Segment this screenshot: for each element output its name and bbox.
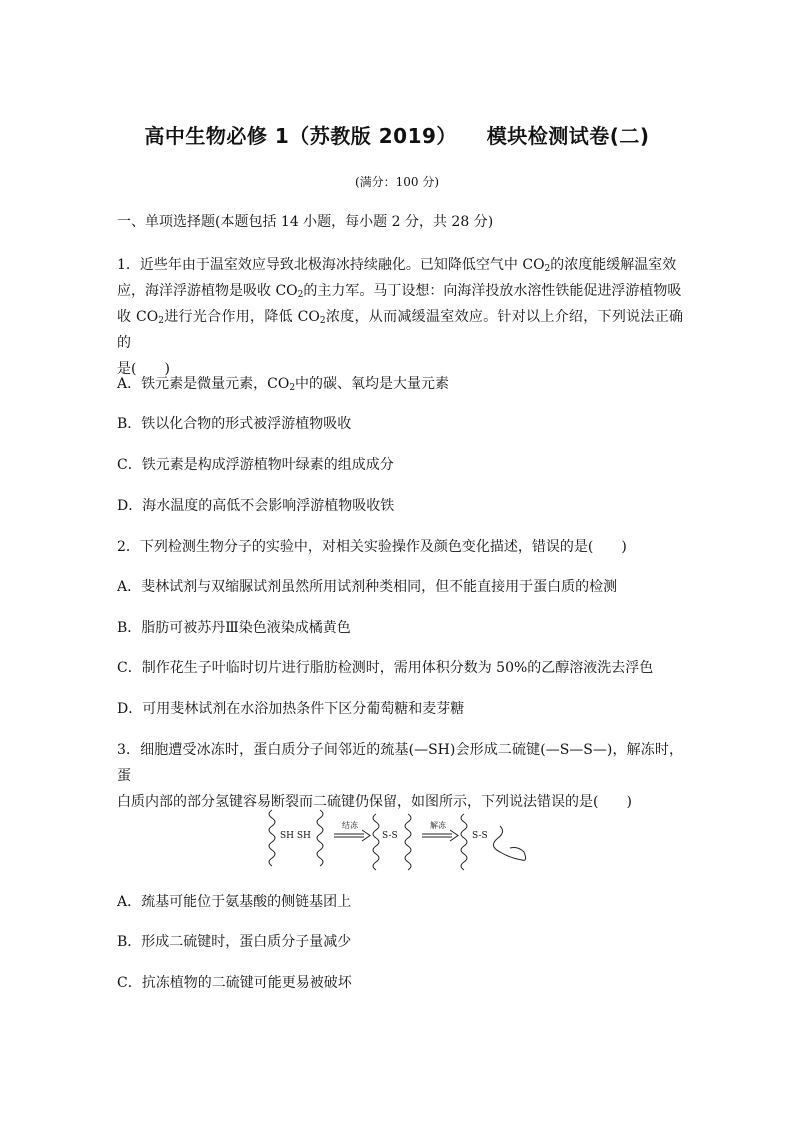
protein-strand-icon — [461, 814, 467, 870]
disulfide-diagram — [258, 806, 538, 876]
question-1-option-d: D．海水温度的高低不会影响浮游植物吸收铁 — [117, 498, 395, 514]
ss-label-2: S-S — [472, 831, 488, 841]
question-2-option-b: B．脂肪可被苏丹Ⅲ染色液染成橘黄色 — [117, 620, 351, 636]
protein-loop-icon — [493, 826, 525, 860]
question-3-option-b: B．形成二硫键时，蛋白质分子量减少 — [117, 934, 352, 950]
question-1-option-c: C．铁元素是构成浮游植物叶绿素的组成成分 — [117, 457, 394, 473]
question-2-option-c: C．制作花生子叶临时切片进行脂肪检测时，需用体积分数为 50%的乙醇溶液洗去浮色 — [117, 660, 654, 676]
question-1-option-b: B．铁以化合物的形式被浮游植物吸收 — [117, 416, 352, 432]
question-2-option-d: D．可用斐林试剂在水浴加热条件下区分葡萄糖和麦芽糖 — [117, 701, 465, 717]
protein-strand-icon — [405, 814, 411, 870]
question-2-option-a: A．斐林试剂与双缩脲试剂虽然所用试剂种类相同，但不能直接用于蛋白质的检测 — [117, 579, 618, 595]
question-1-stem: 1．近些年由于温室效应导致北极海冰持续融化。已知降低空气中 $CO_2$的浓度能缓解温室效 应，海洋浮游植物是吸收 $CO_2$的主力军。马丁设想：向海洋投放水溶性铁能促进浮游植物吸 收 $CO_2$进行光合作用，降低 $CO_2$浓度，从而减缓温室效应。针对以上介绍，下列说法正确的 是( ) — [117, 257, 684, 377]
question-3-option-c: C．抗冻植物的二硫键可能更易被破坏 — [117, 975, 352, 991]
sh-label: SH SH — [280, 831, 311, 841]
question-1-option-a: A．铁元素是微量元素，$CO_2$中的碳、氧均是大量元素 — [117, 376, 450, 393]
protein-strand-icon — [373, 814, 379, 870]
question-3-stem: 3．细胞遭受冰冻时，蛋白质分子间邻近的巯基(—SH)会形成二硫键(—S—S—)，解冻时，蛋 白质内部的部分氢键容易断裂而二硫键仍保留，如图所示，下列说法错误的是( ) — [117, 742, 683, 810]
ss-label-1: S-S — [382, 831, 398, 841]
protein-strand-icon — [317, 810, 323, 866]
section-heading: 一、单项选择题(本题包括 14 小题，每小题 2 分，共 28 分) — [117, 214, 494, 230]
protein-strand-icon — [269, 810, 275, 866]
question-3-option-a: A．巯基可能位于氨基酸的侧链基团上 — [117, 894, 352, 910]
freeze-label: 结冻 — [342, 821, 358, 830]
question-2-stem: 2．下列检测生物分子的实验中，对相关实验操作及颜色变化描述，错误的是( ) — [117, 539, 627, 555]
thaw-label: 解冻 — [430, 821, 446, 830]
score-note: (满分：100 分) — [354, 175, 440, 189]
exam-title: 高中生物必修 1（苏教版 2019） 模块检测试卷(二) — [144, 124, 650, 148]
